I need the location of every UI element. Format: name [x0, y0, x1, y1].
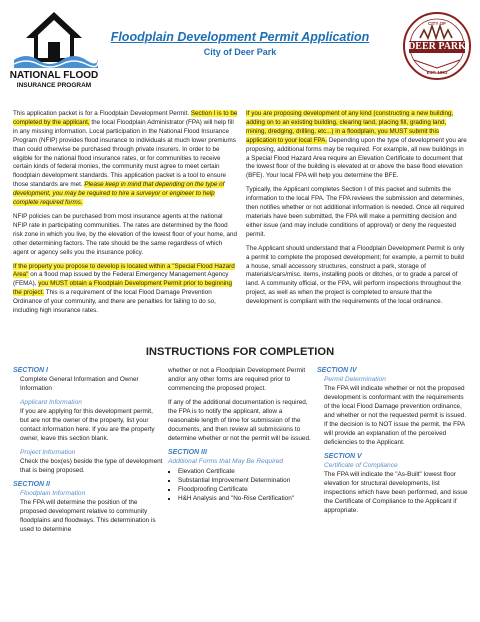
- section-2-title: SECTION II: [13, 481, 50, 488]
- instructions-heading: INSTRUCTIONS FOR COMPLETION: [145, 346, 335, 358]
- intro-paragraph-5: Typically, the Applicant completes Section I of this packet and submits the information to the local FPA. The FPA reviews the submission and determines, then notifies whether or not additional information is needed. Once all required materials have been submitted, the FPA will make a permitting decision and either issue (and may include conditions of approval) or deny the requested permit.: [246, 186, 465, 238]
- permit-determination-subtitle: Permit Determination: [324, 376, 386, 383]
- section-3-title: SECTION III: [168, 449, 207, 456]
- permit-determination-text: The FPA will indicate whether or not the proposed development is conformant with the requirements of the local Flood Damage prevention ordinance, and whether or not the requested permit is issued. If the decision is to NOT issue the permit, the FPA will provide an explanation of the perceived deficiencies to the Applicant.: [324, 385, 467, 446]
- text-span: This is a requirement of the local Flood Damage Prevention Ordinance of your community, and there are penalties for failing to do so, including high insurance rates.: [13, 289, 216, 315]
- instructions-column-3: [317, 366, 469, 520]
- seal-name: DEER PARK: [408, 41, 466, 52]
- list-item: ▪ H&H Analysis and "No-Rise Certification": [178, 494, 311, 503]
- text-span: on a flood map issued by the Federal Emergency Management Agency (FEMA),: [13, 271, 229, 288]
- page-subtitle: City of Deer Park: [203, 47, 277, 57]
- project-info-text: Check the box(es) beside the type of development that is being proposed.: [20, 458, 163, 474]
- applicant-info-text: If you are applying for this development permit, but are not the owner of the property, list your contact information here. If you are the property owner, leave this section blank.: [20, 408, 155, 442]
- section-5-title: SECTION V: [324, 453, 362, 460]
- intro-paragraph-3: [13, 263, 238, 316]
- certificate-text: The FPA will indicate the "As-Built" lowest floor elevation for structural developments, list inspections which have been performed, and issue the Certificate of Compliance to the Applicant if appropriate.: [324, 471, 468, 514]
- col2-text-1: whether or not a Floodplain Development Permit and/or any other forms are required prior to commencing the proposed project.: [168, 367, 306, 392]
- section-1-text: Complete General Information and Owner Information: [20, 376, 139, 392]
- nfip-logo-line1: NATIONAL FLOOD: [9, 70, 99, 81]
- floodplain-info-text: The FPA will determine the position of the proposed development relative to community floodplains and floodways. This determination is used to determine: [20, 499, 156, 533]
- list-item: ▪ Elevation Certificate: [178, 467, 311, 476]
- instructions-column-1: [13, 366, 163, 539]
- intro-right-column: [246, 110, 468, 312]
- text-span: This application packet is for a Floodplain Development Permit.: [13, 110, 191, 117]
- nfip-logo-line2: INSURANCE PROGRAM: [16, 82, 92, 89]
- applicant-info-subtitle: Applicant Information: [20, 399, 82, 406]
- intro-paragraph-2: NFIP policies can be purchased from most insurance agents at the national NFIP rate in participating communities. The rates are determined by the flood risk zone in which you live, by the elevation of the lowest floor of your home, and other determining factors. The rate should be the same regardless of which agent or agency sells you the insurance policy.: [13, 212, 238, 256]
- deer-park-seal: [402, 8, 472, 84]
- list-item: ▪ Floodproofing Certificate: [178, 485, 311, 494]
- col2-text-2: If any of the additional documentation is required, the FPA is to notify the applicant, allow a reasonable length of time for submission of the documents, and then review all submissions to determine whether or not the permit will be issued.: [168, 399, 311, 442]
- intro-paragraph-1: [13, 110, 238, 208]
- additional-forms-subtitle: Additional Forms that May Be Required: [168, 458, 284, 465]
- seal-bottom-text: EST. 1893: [426, 70, 448, 75]
- highlight-span: you MUST obtain a Floodplain Development Permit prior to beginning the project.: [13, 280, 232, 297]
- additional-forms-list: [168, 467, 311, 503]
- page-title: Floodplain Development Permit Application: [110, 30, 370, 44]
- highlight-span: If the property you propose to develop is located within a "Special Flood Hazard Area": [13, 262, 235, 279]
- intro-paragraph-6: The Applicant should understand that a Floodplain Development Permit is only a permit to complete the proposed development; for example, a permit to build a house, small accessory structures, construct a park, storage of materials/cars/misc. items, installing pools or ditches, or to grade a parcel of land. A community official, or the FPA, will perform inspections throughout the project, as well as when the project is completed to ensure that the development is compliant with the requirements of the local ordinance.: [246, 244, 465, 306]
- text-span: Depending upon the type of development you are proposing, additional forms may be required. For example, all new buildings in a Special Flood Hazard Area require an Elevation Certificate to document that the lowest floor of the building is elevated at or above the base flood elevation (BFE). Your local FPA will help you determine the BFE.: [246, 136, 467, 180]
- text-span: the local Floodplain Administrator (FPA) will help fill in any missing information. Local participation in the National Flood Insurance Program (NFIP) provides flood insurance to individuals at much lower premiums than could otherwise be purchased through private insurers. In order to be eligible for the national flood insurance rates, or for communities to receive certain kinds of federal monies, the community must agree to meet certain floodplain development standards. This application packet is a tool to ensure those standards are met.: [13, 118, 236, 189]
- project-info-subtitle: Project Information: [20, 449, 76, 456]
- section-4-title: SECTION IV: [317, 367, 357, 374]
- highlight-span: If you are proposing development of any kind (constructing a new building, adding on to an existing building, clearing land, placing fill, grading land, mining, dredging, drilling, etc...) in a floodplain, you MUST submit this application to your local FPA.: [246, 110, 454, 144]
- instructions-column-2: [168, 366, 311, 503]
- intro-left-column: [13, 110, 238, 321]
- intro-paragraph-4: [246, 110, 468, 181]
- section-1-title: SECTION I: [13, 367, 49, 374]
- highlight-span: Section I is to be completed by the applicant,: [13, 110, 238, 126]
- list-item: ▪ Substantial Improvement Determination: [178, 476, 311, 485]
- certificate-subtitle: Certificate of Compliance: [324, 462, 398, 469]
- floodplain-info-subtitle: Floodplain Information: [20, 490, 86, 497]
- seal-top-text: CITY OF: [428, 21, 446, 26]
- highlight-span: Please keep in mind that depending on the type of development, you may be required to hire a surveyor or engineer to help complete required forms.: [13, 181, 225, 207]
